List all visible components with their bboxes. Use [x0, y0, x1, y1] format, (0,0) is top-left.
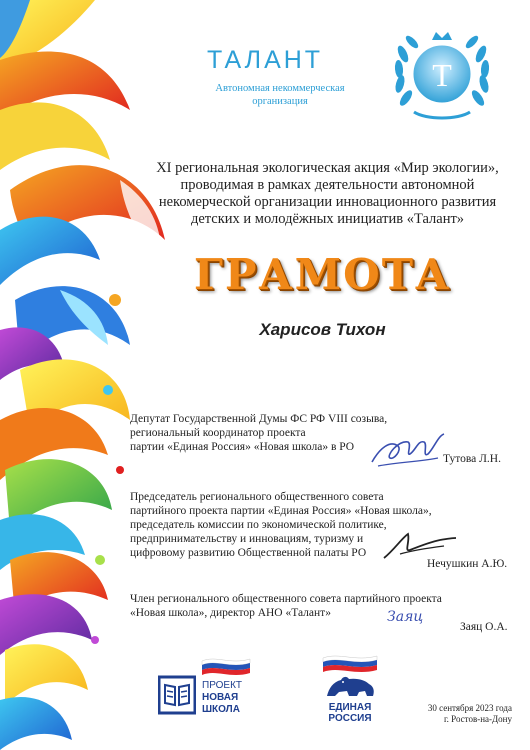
project-logo-line-1: ПРОЕКТ — [202, 680, 243, 691]
intro-line-2: проводимая в рамках деятельности автономной — [180, 177, 475, 193]
project-logo-line-2: НОВАЯ — [202, 692, 239, 703]
signatory-2-line-2: партийного проекта партии «Единая Россия» «Новая школа», — [130, 505, 432, 517]
intro-line-1: XI региональная экологическая акция «Мир экологии», — [156, 160, 499, 176]
signatory-3-line-2: «Новая школа», директор АНО «Талант» — [130, 607, 331, 619]
recipient-name: Харисов Тихон — [259, 320, 386, 339]
party-logo — [315, 652, 385, 728]
organization-subtitle-line2: организация — [252, 96, 308, 107]
issue-date-block — [410, 703, 512, 725]
laurel-wreath-icon — [386, 20, 498, 132]
project-logo-text — [202, 680, 242, 716]
party-logo-text — [315, 702, 385, 724]
signature-3-handwriting: Заяц — [387, 609, 424, 625]
signatory-2-name: Нечушкин А.Ю. — [427, 558, 508, 570]
signatory-1-line-2: региональный координатор проекта — [130, 427, 306, 439]
signatory-1-line-1: Депутат Государственной Думы ФС РФ VIII созыва, — [130, 413, 388, 425]
signatory-2-line-1: Председатель регионального общественного совета — [130, 491, 384, 503]
intro-line-3: некомерческой организации инновационного развития — [158, 194, 497, 210]
intro-line-4: детских и молодёжных инициатив «Талант» — [190, 211, 465, 227]
issue-date: 30 сентября 2023 года — [427, 703, 512, 713]
project-logo — [158, 655, 258, 725]
party-logo-line-1: ЕДИНАЯ — [328, 702, 372, 713]
project-logo-line-3: ШКОЛА — [202, 704, 240, 715]
organization-subtitle — [200, 82, 360, 108]
flag-wave-icon — [321, 652, 379, 674]
signatory-2-line-4: предпринимательству и инновациям, туризму и — [130, 533, 364, 545]
signature-3-icon — [385, 605, 445, 627]
signatory-2-line-5: цифровому развитию Общественной палаты РО — [130, 547, 367, 559]
book-icon — [158, 675, 196, 715]
signatory-2-line-3: председатель комиссии по экономической политике, — [130, 519, 387, 531]
signatory-1-line-3: партии «Единая Россия» «Новая школа» в РО — [130, 441, 355, 453]
bear-icon — [323, 674, 377, 700]
signatory-3-line-1: Член регионального общественного совета партийного проекта — [130, 593, 442, 605]
issue-city: г. Ростов-на-Дону — [443, 714, 512, 724]
emblem-letter: Т — [432, 57, 452, 93]
signature-1-icon — [368, 428, 448, 472]
signatory-3-name: Заяц О.А. — [460, 621, 508, 633]
signatory-1-name: Тутова Л.Н. — [443, 453, 501, 465]
intro-text — [140, 160, 515, 228]
certificate-title: ГРАМОТА — [193, 250, 452, 299]
party-logo-line-2: РОССИЯ — [328, 713, 372, 724]
flag-wave-icon — [200, 655, 252, 677]
organization-subtitle-line1: Автономная некоммерческая — [215, 83, 345, 94]
organization-name: ТАЛАНТ — [207, 46, 324, 74]
